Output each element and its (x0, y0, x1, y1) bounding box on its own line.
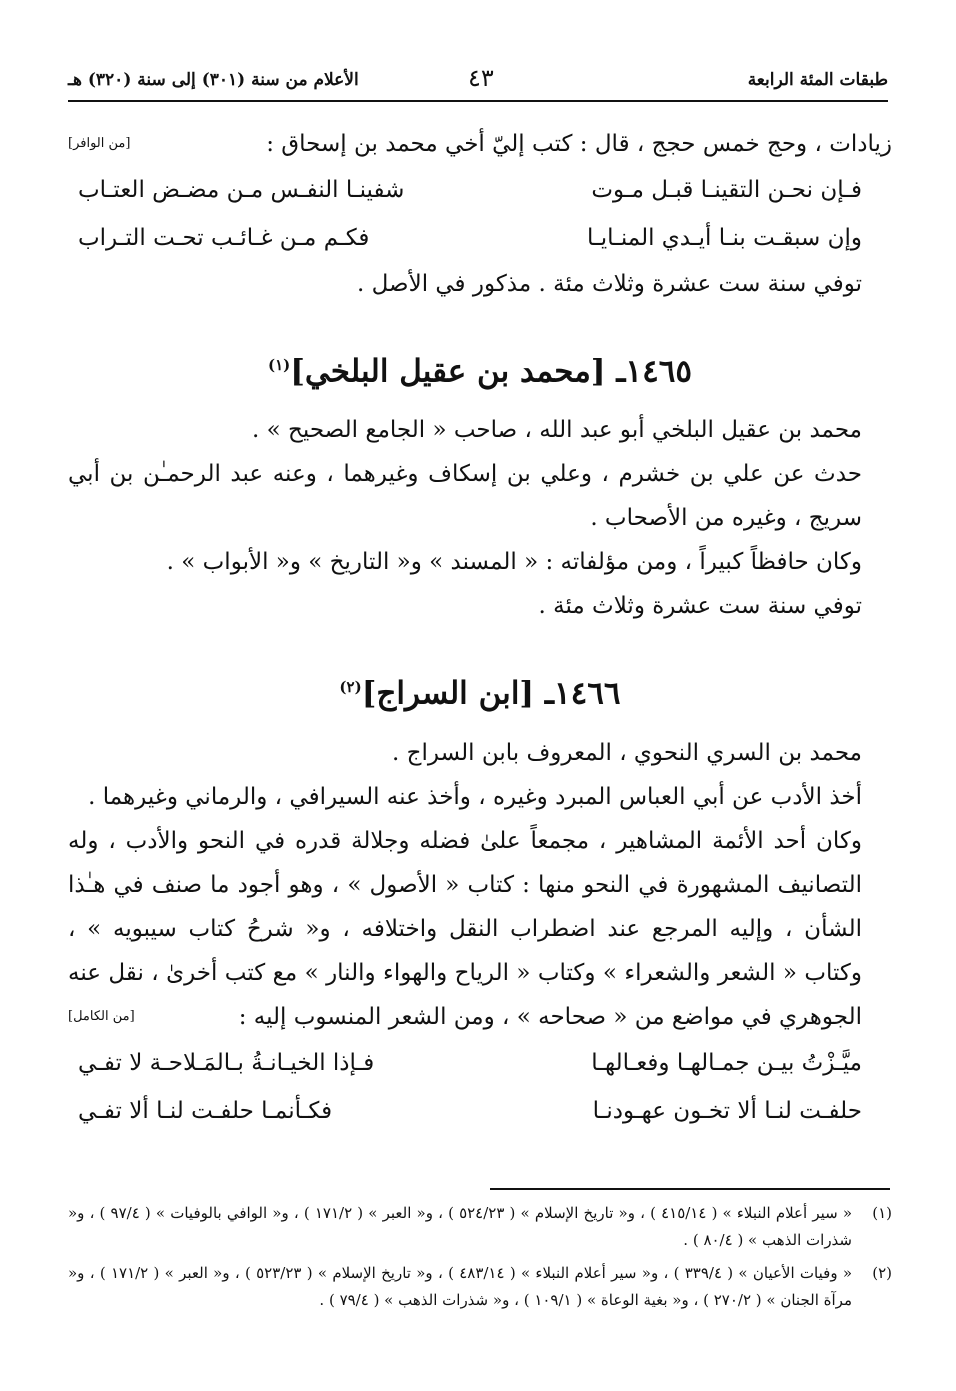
verse-first-half: فـإن نحـن التقينـا قبـل مـوت (591, 177, 862, 203)
footnote-number: (١) (872, 1204, 892, 1222)
death-note: توفي سنة ست عشرة وثلاث مئة . مذكور في الأصل . (357, 271, 862, 297)
intro-text: زيادات ، وحج خمس حجج ، قال : كتب إليّ أخي محمد بن إسحاق : (266, 131, 892, 157)
entry-title-1466 (68, 658, 892, 722)
verse-first-half: ميَّـزْتُ بيـن جمـالهـا وفعـالهـا (591, 1049, 862, 1076)
paragraph-text: وكان أحد الأئمة المشاهير ، مجمعاً علىٰ فضله وجلالة قدره في النحو والأدب ، وله التصانيف المشهورة في النحو منها : كتاب « الأصول » ، وهو أجود ما صنف في هـٰذا الشأن ، وإليه المرجع عند اضطراب النقل واختلافه ، و« شرحُ كتاب سيبويه » ، وكتاب « الشعر والشعراء » وكتاب « الرياح والهواء والنار » مع كتب أخرىٰ ، نقل عنه الجوهري في مواضع من « صحاحه » ، ومن الشعر المنسوب إليه : (68, 827, 862, 1030)
footnote (68, 1260, 892, 1314)
footnote-rule (490, 1188, 890, 1190)
verse-second-half: فكـأنمـا حلفـت لنـا ألا تفـي (78, 1097, 333, 1124)
verse-line (68, 166, 892, 214)
verse-line (68, 1039, 892, 1087)
entry-title-1465 (68, 336, 892, 400)
verse-second-half: فـإذا الخيـانـةُ بـالمَـلاحـة لا تفـي (78, 1049, 375, 1076)
running-header (68, 64, 888, 98)
header-range-title: الأعلام من سنة (٣٠١) إلى سنة (٣٢٠) هـ (68, 70, 359, 90)
entry-title-text: ١٤٦٥ـ [محمد بن عقيل البلخي] (290, 353, 693, 390)
intro-line (68, 122, 892, 166)
footnote-ref: (٢) (339, 678, 362, 697)
verse-second-half: شفينـا النفـس مـن مضـض العتـاب (78, 177, 405, 203)
paragraph: محمد بن السري النحوي ، المعروف بابن السراج . (392, 739, 862, 766)
paragraph: محمد بن عقيل البلخي أبو عبد الله ، صاحب « الجامع الصحيح » . (252, 417, 862, 444)
footnote-ref: (١) (267, 356, 291, 374)
page-number: ٤٣ (468, 64, 494, 92)
footnote-number: (٢) (872, 1264, 892, 1282)
verse-line (68, 214, 892, 262)
footnote-text: « وفيات الأعيان » ( ٣٣٩/٤ ) ، و« سير أعلام النبلاء » ( ٤٨٣/١٤ ) ، و« تاريخ الإسلام » ( ٥٢٣/٢٣ ) ، و« العبر » ( ١٧١/٢ ) ، و« مرآة الجنان » ( ٢٧٠/٢ ) ، و« بغية الوعاة » ( ١٠٩/١ ) ، و« شذرات الذهب » ( ٧٩/٤ ) . (68, 1264, 853, 1309)
paragraph: توفي سنة ست عشرة وثلاث مئة . (538, 593, 862, 620)
entry-title-text: ١٤٦٦ـ [ابن السراج] (361, 675, 621, 712)
header-rule (68, 100, 888, 102)
paragraph (68, 819, 892, 1039)
verse-first-half: وإن سبقـت بنـا أيـدي المنـايـا (586, 225, 862, 251)
paragraph: أخذ الأدب عن أبي العباس المبرد وغيره ، وأخذ عنه السيرافي ، والرماني وغيرهما . (88, 783, 862, 810)
paragraph: حدث عن علي بن خشرم ، وعلي بن إسكاف وغيرهما ، وعنه عبد الرحمـٰن بن أبي سريج ، وغيره من الأصحاب . (68, 461, 862, 532)
header-section-title: طبقات المئة الرابعة (747, 70, 888, 90)
meter-label: [من الكامل] (68, 1008, 135, 1024)
footnote-text: « سير أعلام النبلاء » ( ٤١٥/١٤ ) ، و« تاريخ الإسلام » ( ٥٢٤/٢٣ ) ، و« العبر » ( ١٧١/٢ ) ، و« الوافي بالوفيات » ( ٩٧/٤ ) ، و« شذرات الذهب » ( ٨٠/٤ ) . (68, 1204, 853, 1249)
main-text (68, 122, 892, 1135)
verse-second-half: فكـم مـن غـائـب تحـت التـراب (78, 225, 370, 251)
verse-line (68, 1087, 892, 1135)
paragraph: وكان حافظاً كبيراً ، ومن مؤلفاته : « المسند » و« التاريخ » و« الأبواب » . (166, 549, 862, 576)
footnotes (68, 1200, 892, 1320)
footnote (68, 1200, 892, 1254)
meter-label: [من الوافر] (68, 136, 131, 151)
verse-first-half: حلفـت لنـا ألا تخـون عهـودنـا (592, 1097, 862, 1124)
